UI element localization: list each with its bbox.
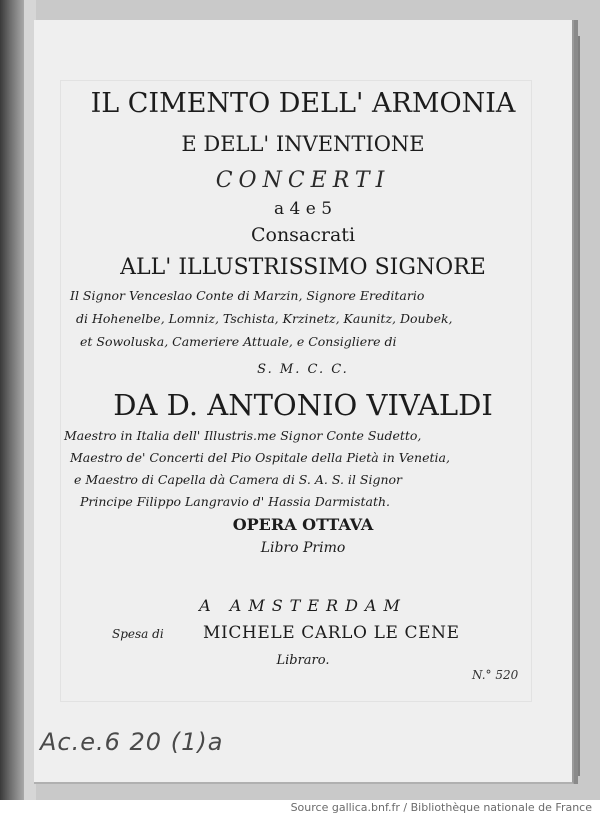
author-title-line: Maestro in Italia dell' Illustris.me Signor Conte Sudetto, bbox=[64, 428, 422, 443]
publication-place: A AMSTERDAM bbox=[199, 596, 407, 615]
dedication-line: di Hohenelbe, Lomniz, Tschista, Krzinetz, Kaunitz, Doubek, bbox=[76, 311, 453, 326]
dedication-line: Il Signor Venceslao Conte di Marzin, Signore Ereditario bbox=[70, 288, 425, 303]
opus-number: OPERA OTTAVA bbox=[232, 515, 374, 534]
book-binding bbox=[0, 0, 24, 800]
book-number: Libro Primo bbox=[260, 540, 346, 556]
spesa-label: Spesa di bbox=[112, 627, 164, 641]
author-title-line: Principe Filippo Langravio d' Hassia Darmistath. bbox=[80, 494, 391, 509]
author-name: DA D. ANTONIO VIVALDI bbox=[113, 388, 493, 422]
source-credit: Source gallica.bnf.fr / Bibliothèque nationale de France bbox=[290, 801, 592, 814]
dedicatee-heading: ALL' ILLUSTRISSIMO SIGNORE bbox=[120, 255, 486, 280]
libraro-label: Libraro. bbox=[276, 653, 330, 668]
scoring: a 4 e 5 bbox=[273, 199, 333, 219]
genre-heading: CONCERTI bbox=[215, 168, 391, 193]
consecration: Consacrati bbox=[250, 224, 356, 246]
title-line-2: E DELL' INVENTIONE bbox=[181, 132, 425, 156]
smcc-abbreviation: S. M. C. C. bbox=[257, 362, 349, 377]
publisher-name: MICHELE CARLO LE CENE bbox=[203, 623, 460, 643]
plate-number: N.° 520 bbox=[472, 668, 519, 682]
library-shelfmark: Ac.e.6 20 (1)a bbox=[40, 728, 224, 756]
author-title-line: e Maestro di Capella dà Camera di S. A. S. il Signor bbox=[74, 472, 402, 487]
dedication-line: et Sowoluska, Cameriere Attuale, e Consigliere di bbox=[80, 334, 397, 349]
title-line-1: IL CIMENTO DELL' ARMONIA bbox=[90, 88, 516, 119]
author-title-line: Maestro de' Concerti del Pio Ospitale della Pietà in Venetia, bbox=[70, 450, 450, 465]
